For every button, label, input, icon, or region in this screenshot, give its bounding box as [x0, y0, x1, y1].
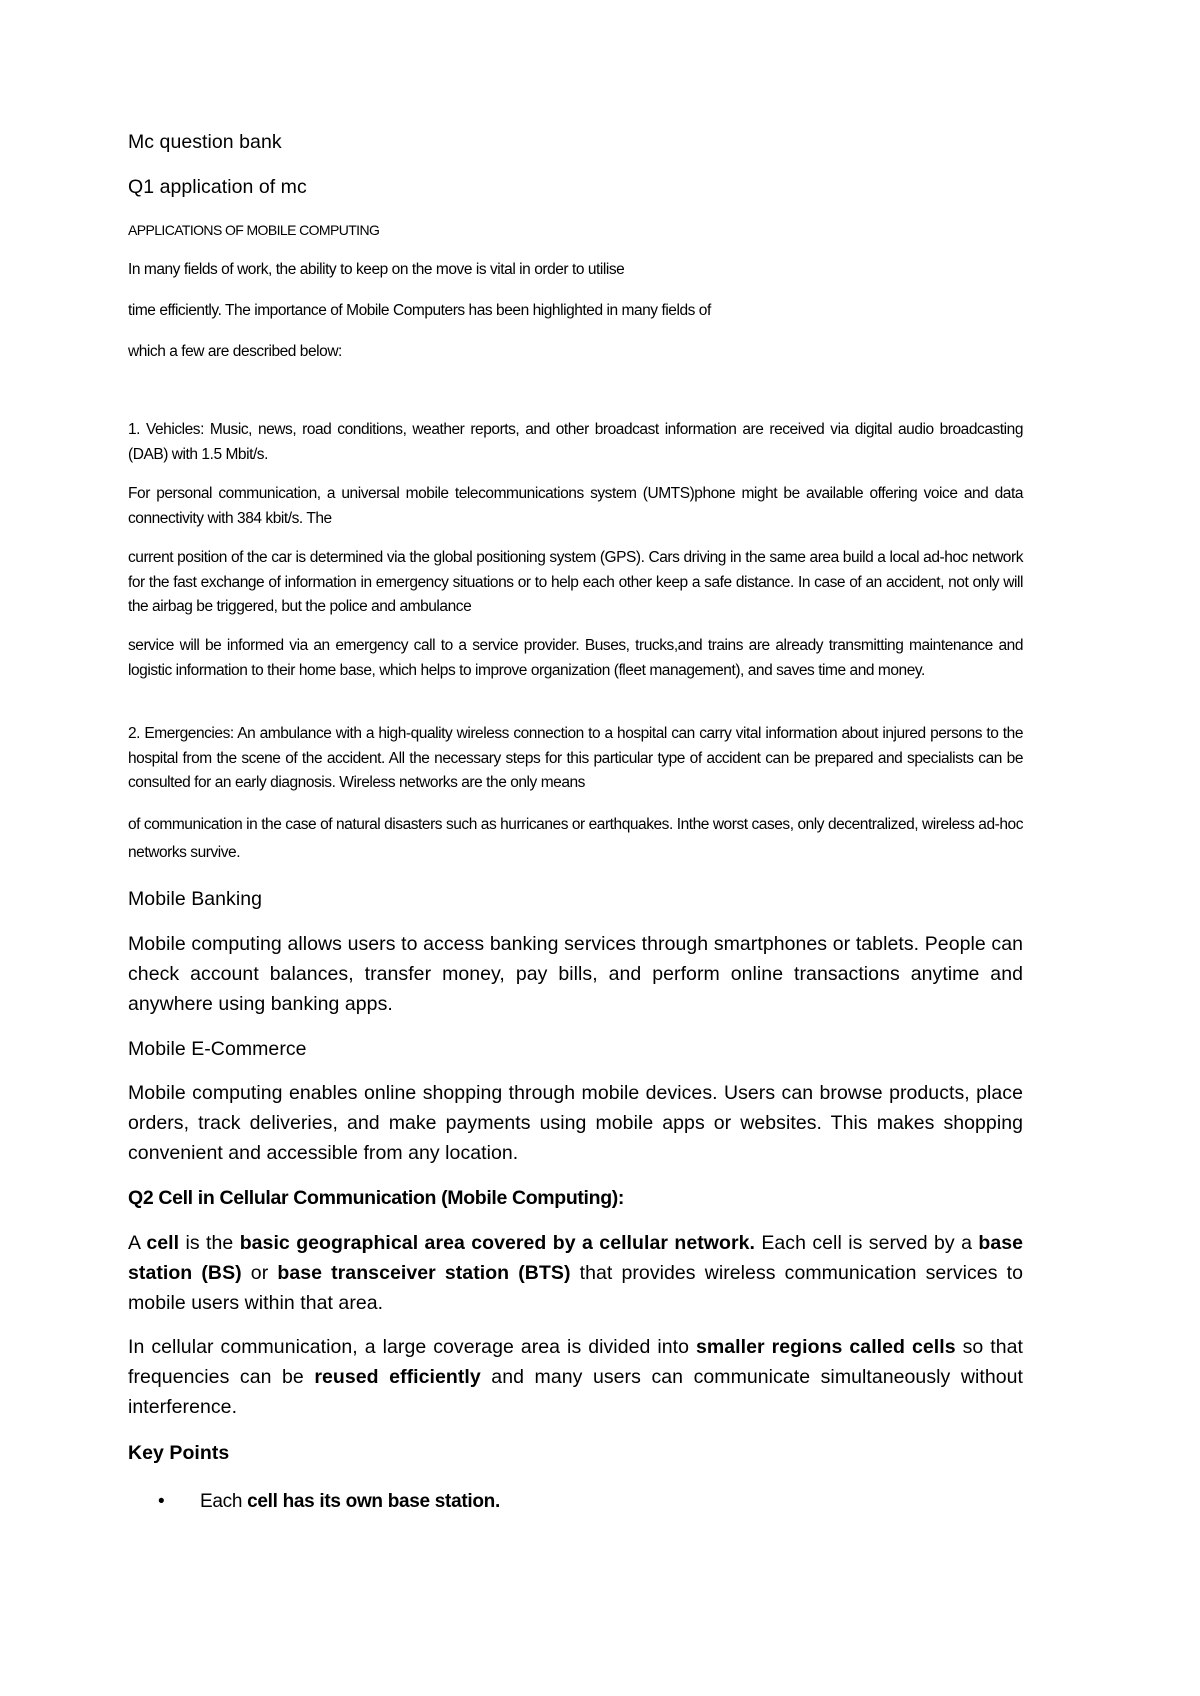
- base-station-term: base station (BS): [128, 1232, 1024, 1284]
- emergencies-paragraph-1: 2. Emergencies: An ambulance with a high-quality wireless connection to a hospital can carry vital information about injured persons to the hospital from the scene of the accident. All the necessary steps for this particular type of accident can be prepared and specialists can be consulted for an early diagnosis. Wireless networks are the only means: [128, 725, 1023, 791]
- emergencies-paragraph-2: of communication in the case of natural disasters such as hurricanes or earthquakes. Inthe worst cases, only decentralized, wireless ad-hoc networks survive.: [128, 816, 1023, 861]
- ecommerce-heading: Mobile E-Commerce: [128, 1038, 307, 1060]
- q2-heading: Q2 Cell in Cellular Communication (Mobile Computing):: [128, 1187, 625, 1209]
- bullet-emphasis: cell has its own base station.: [247, 1491, 500, 1512]
- vehicles-paragraph-2: For personal communication, a universal mobile telecommunications system (UMTS)phone might be available offering voice and data connectivity with 384 kbit/s. The: [128, 485, 1023, 527]
- vehicles-paragraph-1: 1. Vehicles: Music, news, road conditions, weather reports, and other broadcast information are received via digital audio broadcasting (DAB) with 1.5 Mbit/s.: [128, 421, 1023, 463]
- cell-definition: A cell is the basic geographical area covered by a cellular network. Each cell is served by a base station (BS) or base transceiver station (BTS) that provides wireless communication services to mobile users within that area.: [128, 1232, 1024, 1314]
- vehicles-paragraph-4: service will be informed via an emergency call to a service provider. Buses, trucks,and trains are already transmitting maintenance and logistic information to their home base, which helps to improve organization (fleet management), and saves time and money.: [128, 637, 1023, 679]
- banking-heading: Mobile Banking: [128, 888, 263, 910]
- vehicles-paragraph-3: current position of the car is determined via the global positioning system (GPS). Cars driving in the same area build a local ad-hoc network for the fast exchange of information in emergency situations or to help each other keep a safe distance. In case of an accident, not only will the airbag be triggered, but the police and ambulance: [128, 549, 1023, 615]
- q1-heading: Q1 application of mc: [128, 176, 307, 198]
- ecommerce-text: Mobile computing enables online shopping through mobile devices. Users can browse products, place orders, track deliveries, and make payments using mobile apps or websites. This makes shopping convenient and accessible from any location.: [128, 1082, 1023, 1164]
- cell-term: cell: [146, 1232, 180, 1254]
- cell-definition-emphasis: basic geographical area covered by a cellular network.: [239, 1232, 755, 1254]
- intro-line-3: which a few are described below:: [128, 343, 342, 360]
- applications-heading: APPLICATIONS OF MOBILE COMPUTING: [128, 222, 380, 238]
- key-points-heading: Key Points: [128, 1442, 230, 1464]
- bts-term: base transceiver station (BTS): [277, 1262, 571, 1284]
- bullet-item-text: Each cell has its own base station.: [200, 1491, 500, 1512]
- document-title: Mc question bank: [128, 131, 282, 153]
- banking-text: Mobile computing allows users to access banking services through smartphones or tablets. People can check account balances, transfer money, pay bills, and perform online transactions anytime and anywhere using banking apps.: [128, 933, 1023, 1015]
- intro-line-1: In many fields of work, the ability to keep on the move is vital in order to utilise: [128, 261, 625, 278]
- reused-efficiently-term: reused efficiently: [314, 1366, 481, 1388]
- intro-line-2: time efficiently. The importance of Mobile Computers has been highlighted in many fields of: [128, 302, 711, 319]
- bullet-icon: •: [158, 1491, 165, 1512]
- smaller-regions-term: smaller regions called cells: [696, 1336, 956, 1358]
- cell-reuse-paragraph: In cellular communication, a large coverage area is divided into smaller regions called cells so that frequencies can be reused efficiently and many users can communicate simultaneously without interference.: [128, 1336, 1023, 1418]
